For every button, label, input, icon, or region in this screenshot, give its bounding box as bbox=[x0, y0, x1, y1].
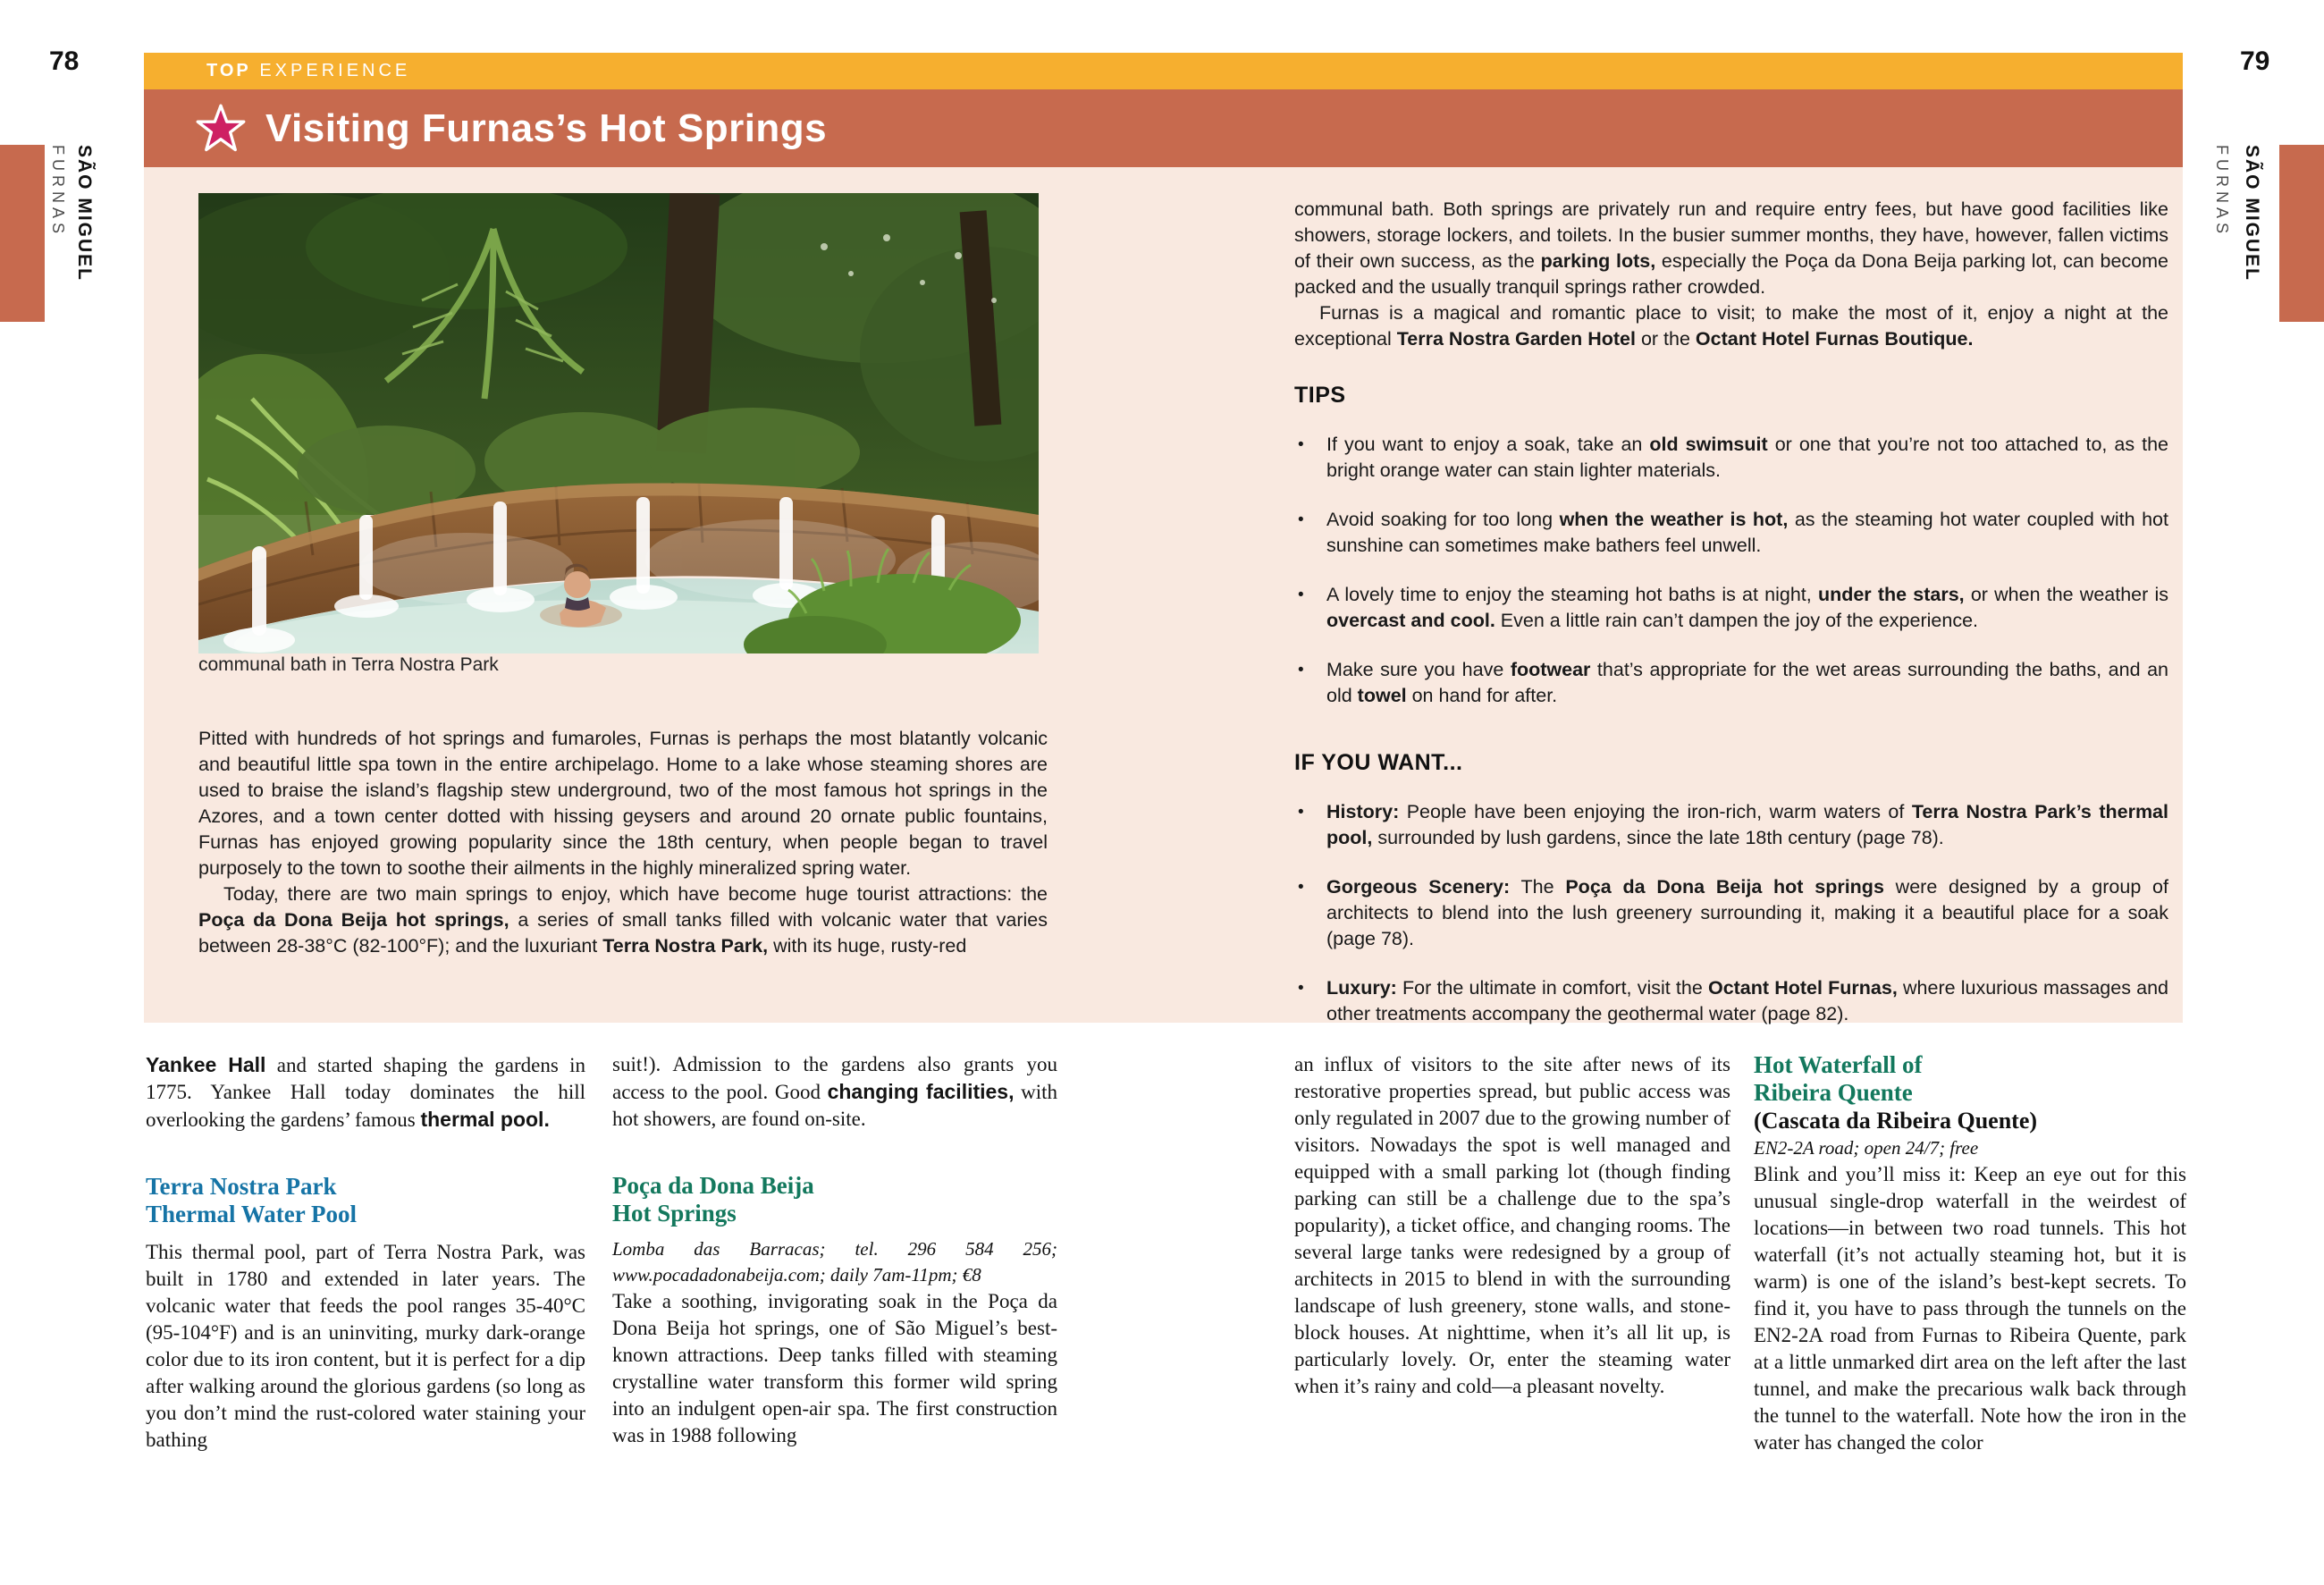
tip-item bbox=[1294, 432, 2168, 484]
tab-section-label-left: FURNAS bbox=[49, 145, 67, 239]
tab-region-label-left: SÃO MIGUEL bbox=[74, 145, 95, 282]
article-paragraph: Blink and you’ll miss it: Keep an eye out for this unusual single-drop waterfall in the weirdest of locations—in between two road tunnels. This hot waterfall (it’s not actually steaming hot, but it is warm) is one of the island’s best-kept secrets. To find it, you have to pass through the tunnels on the EN2-2A road from Furnas to Ribeira Quente, park at a little unmarked dirt area on the left after the last tunnel, and make the precarious walk back through the tunnel to the waterfall. Note how the iron in the water has changed the color bbox=[1754, 1163, 2186, 1454]
intro-paragraph-2: Today, there are two main springs to enjoy, which have become huge tourist attractions: the Poça da Dona Beija hot springs, a series of small tanks filled with volcanic water that varies between 28-38°C (82-100°F); and the luxuriant Terra Nostra Park, with its huge, rusty-red bbox=[198, 883, 1048, 957]
continuation-paragraph-2: Furnas is a magical and romantic place to visit; to make the most of it, enjoy a night at the exceptional Terra Nostra Garden Hotel or the Octant Hotel Furnas Boutique. bbox=[1294, 302, 2168, 350]
bullet-icon: • bbox=[1298, 661, 1304, 679]
feature-continuation bbox=[1294, 197, 2168, 1027]
top-experience-banner bbox=[144, 53, 2183, 89]
article-paragraph: an influx of visitors to the site after news of its restorative properties spread, but public access was only regulated in 2007 due to the growing number of visitors. Nowadays the spot is well managed and equipped with a small parking lot (though finding parking can still be a challenge due to the spa’s popularity), a ticket office, and changing rooms. The several large tanks were redesigned by a group of architects in 2015 to blend in with the surrounding landscape of lush greenery, stone walls, and stone-block houses. At nighttime, when it’s all lit up, is particularly lovely. Or, enter the steaming water when it’s rainy and cold—a pleasant novelty. bbox=[1294, 1053, 1730, 1397]
bullet-icon: • bbox=[1298, 586, 1304, 604]
tips-heading: TIPS bbox=[1294, 383, 1346, 408]
heading-line: Hot Springs bbox=[612, 1200, 737, 1227]
tip-text: Avoid soaking for too long when the weather is hot, as the steaming hot water coupled with hot sunshine can sometimes make bathers feel unwell. bbox=[1326, 509, 2168, 556]
heading-line: Poça da Dona Beija bbox=[612, 1172, 814, 1199]
bullet-icon: • bbox=[1298, 878, 1304, 897]
article-paragraph: suit!). Admission to the gardens also grants you access to the pool. Good changing facilities, with hot showers, are found on-site. bbox=[612, 1053, 1058, 1130]
heading-line: Ribeira Quente bbox=[1754, 1079, 1913, 1106]
tip-text: Make sure you have footwear that’s appropriate for the wet areas surrounding the baths, and an old towel on hand for after. bbox=[1326, 659, 2168, 706]
article-column-3 bbox=[1294, 1051, 1730, 1400]
feature-intro bbox=[198, 726, 1048, 959]
if-you-want-text: Luxury: For the ultimate in comfort, visit the Octant Hotel Furnas, where luxurious massages and other treatments accompany the geothermal water (page 82). bbox=[1326, 977, 2168, 1024]
feature-box bbox=[144, 167, 2183, 1023]
if-you-want-item bbox=[1294, 975, 2168, 1027]
tip-text: A lovely time to enjoy the steaming hot baths is at night, under the stars, or when the weather is overcast and cool. Even a little rain can’t dampen the joy of the experience. bbox=[1326, 584, 2168, 631]
sight-subheading: (Cascata da Ribeira Quente) bbox=[1754, 1108, 2038, 1134]
if-you-want-heading: IF YOU WANT... bbox=[1294, 750, 1463, 775]
chapter-edge-tab-right bbox=[2279, 145, 2324, 322]
if-you-want-item bbox=[1294, 799, 2168, 851]
kicker-text bbox=[206, 61, 410, 81]
if-you-want-text: History: People have been enjoying the iron-rich, warm waters of Terra Nostra Park’s thermal pool, surrounded by lush gardens, since the late 18th century (page 78). bbox=[1326, 801, 2168, 848]
sight-info-line: EN2-2A road; open 24/7; free bbox=[1754, 1137, 1979, 1159]
article-column-2 bbox=[612, 1051, 1057, 1449]
sight-info-line: Lomba das Barracas; tel. 296 584 256; www.pocadadonabeija.com; daily 7am-11pm; €8 bbox=[612, 1238, 1057, 1286]
chapter-edge-tab-left bbox=[0, 145, 45, 322]
star-icon bbox=[196, 104, 246, 154]
bullet-icon: • bbox=[1298, 435, 1304, 454]
sight-heading-terra-nostra bbox=[146, 1173, 585, 1228]
bullet-icon: • bbox=[1298, 510, 1304, 529]
tip-item bbox=[1294, 657, 2168, 709]
tip-text: If you want to enjoy a soak, take an old swimsuit or one that you’re not too attached to, as the bright orange water can stain lighter materials. bbox=[1326, 434, 2169, 481]
continuation-paragraph-1: communal bath. Both springs are privately run and require entry fees, but have good facilities like showers, storage lockers, and toilets. In the busier summer months, they have, however, fallen victims of their own success, as the parking lots, especially the Poça da Dona Beija parking lot, can become packed and the usually tranquil springs rather crowded. bbox=[1294, 198, 2168, 298]
page-number-right: 79 bbox=[2240, 46, 2270, 76]
intro-paragraph-1: Pitted with hundreds of hot springs and fumaroles, Furnas is perhaps the most blatantly volcanic and beautiful little spa town in the entire archipelago. Home to a lake whose steaming shores are used to braise the island’s flagship stew underground, two of the most famous hot springs in the Azores, and a town center dotted with hissing geysers and around 20 ornate public fountains, Furnas has enjoyed growing popularity since the 18th century, when people began to travel purposely to the town to soothe their ailments in the highly mineralized spring water. bbox=[198, 728, 1048, 879]
heading-line: Terra Nostra Park bbox=[146, 1173, 337, 1200]
article-column-1 bbox=[146, 1051, 585, 1454]
tip-item bbox=[1294, 582, 2168, 634]
article-paragraph: Take a soothing, invigorating soak in the Poça da Dona Beija hot springs, one of São Miguel’s best-known attractions. Deep tanks filled with steaming crystalline water transform this former wild spring into an indulgent open-air spa. The first construction was in 1988 following bbox=[612, 1290, 1057, 1446]
communal-bath-photo bbox=[198, 193, 1039, 653]
heading-line: Thermal Water Pool bbox=[146, 1201, 357, 1227]
tab-region-label-right: SÃO MIGUEL bbox=[2242, 145, 2262, 282]
heading-line: Hot Waterfall of bbox=[1754, 1051, 1923, 1078]
feature-title-bar bbox=[144, 89, 2183, 167]
sight-heading-hot-waterfall bbox=[1754, 1051, 2186, 1107]
page-number-left: 78 bbox=[49, 46, 80, 76]
feature-title: Visiting Furnas’s Hot Springs bbox=[265, 105, 828, 150]
sight-heading-poca-da-dona-beija bbox=[612, 1172, 1057, 1227]
if-you-want-item bbox=[1294, 874, 2168, 952]
if-you-want-text: Gorgeous Scenery: The Poça da Dona Beija hot springs were designed by a group of architects to blend into the lush greenery surrounding it, making it a beautiful place for a soak (page 78). bbox=[1326, 876, 2168, 949]
kicker-bold: TOP bbox=[206, 61, 251, 80]
tip-item bbox=[1294, 507, 2168, 559]
tab-section-label-right: FURNAS bbox=[2213, 145, 2231, 239]
article-column-4 bbox=[1754, 1051, 2186, 1456]
kicker-rest: EXPERIENCE bbox=[259, 61, 411, 80]
photo-caption: communal bath in Terra Nostra Park bbox=[198, 654, 499, 675]
bullet-icon: • bbox=[1298, 979, 1304, 998]
article-paragraph: Yankee Hall and started shaping the gardens in 1775. Yankee Hall today dominates the hill overlooking the gardens’ famous thermal pool. bbox=[146, 1053, 585, 1131]
bullet-icon: • bbox=[1298, 803, 1304, 822]
article-paragraph: This thermal pool, part of Terra Nostra Park, was built in 1780 and extended in later years. The volcanic water that feeds the pool ranges 35-40°C (95-104°F) and is an uninviting, murky dark-orange color due to its iron content, but it is perfect for a dip after walking around the glorious gardens (so long as you don’t mind the rust-colored water staining your bathing bbox=[146, 1241, 585, 1451]
